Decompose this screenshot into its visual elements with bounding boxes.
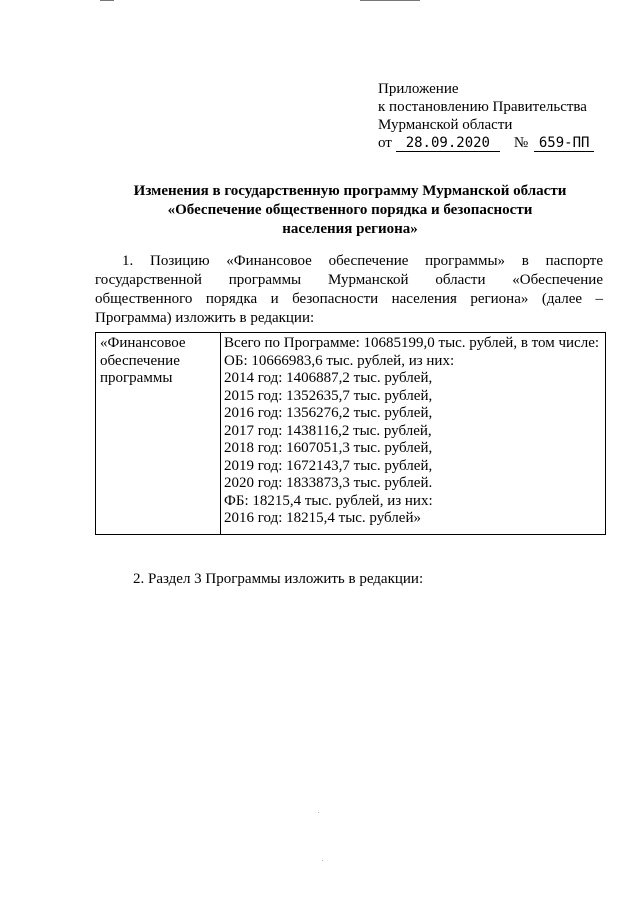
appendix-region: Мурманской области	[378, 117, 513, 133]
details-line: ОБ: 10666983,6 тыс. рублей, из них:	[224, 352, 455, 369]
details-line: 2019 год: 1672143,7 тыс. рублей,	[224, 457, 433, 474]
document-title	[95, 182, 605, 239]
details-line: 2016 год: 1356276,2 тыс. рублей,	[224, 405, 433, 421]
appendix-date-number-row	[378, 134, 594, 152]
details-line: Всего по Программе: 10685199,0 тыс. рублей, в том числе:	[224, 335, 600, 351]
resolution-number: 659-ПП	[534, 135, 594, 152]
details-line: 2018 год: 1607051,3 тыс. рублей,	[224, 440, 433, 456]
title-line-1: Изменения в государственную программу Мурманской области	[133, 183, 567, 199]
title-line-3: населения региона»	[282, 221, 418, 237]
financing-label-cell	[96, 333, 221, 535]
title-line-2: «Обеспечение общественного порядка и безопасности	[167, 202, 533, 218]
resolution-date: 28.09.2020	[396, 135, 500, 152]
label-line: обеспечение	[100, 352, 180, 369]
appendix-title: Приложение	[378, 81, 459, 97]
paragraph-1: 1. Позицию «Финансовое обеспечение программы» в паспорте государственной программы Мурманской области «Обеспечение общественного порядка и безопасности населения региона» (далее – Программа) изложить в редакции:	[95, 253, 603, 326]
number-sign: №	[513, 135, 529, 151]
details-line: ФБ: 18215,4 тыс. рублей, из них:	[224, 492, 433, 509]
scan-speck	[318, 812, 319, 813]
financing-table	[95, 332, 606, 535]
label-line: «Финансовое	[100, 335, 186, 351]
financing-details-cell	[221, 333, 606, 535]
details-line: 2017 год: 1438116,2 тыс. рублей,	[224, 422, 432, 439]
appendix-resolution-ref: к постановлению Правительства	[378, 99, 587, 115]
details-line: 2015 год: 1352635,7 тыс. рублей,	[224, 387, 433, 404]
scan-speck	[322, 860, 323, 861]
appendix-header	[378, 80, 594, 152]
from-label: от	[378, 135, 392, 151]
details-line: 2016 год: 18215,4 тыс. рублей»	[224, 510, 421, 526]
details-line: 2014 год: 1406887,2 тыс. рублей,	[224, 370, 433, 386]
label-line: программы	[100, 370, 173, 386]
paragraph-2: 2. Раздел 3 Программы изложить в редакции:	[133, 571, 424, 587]
top-edge-marks	[60, 0, 580, 8]
financing-row	[96, 333, 606, 535]
details-line: 2020 год: 1833873,3 тыс. рублей.	[224, 475, 433, 491]
